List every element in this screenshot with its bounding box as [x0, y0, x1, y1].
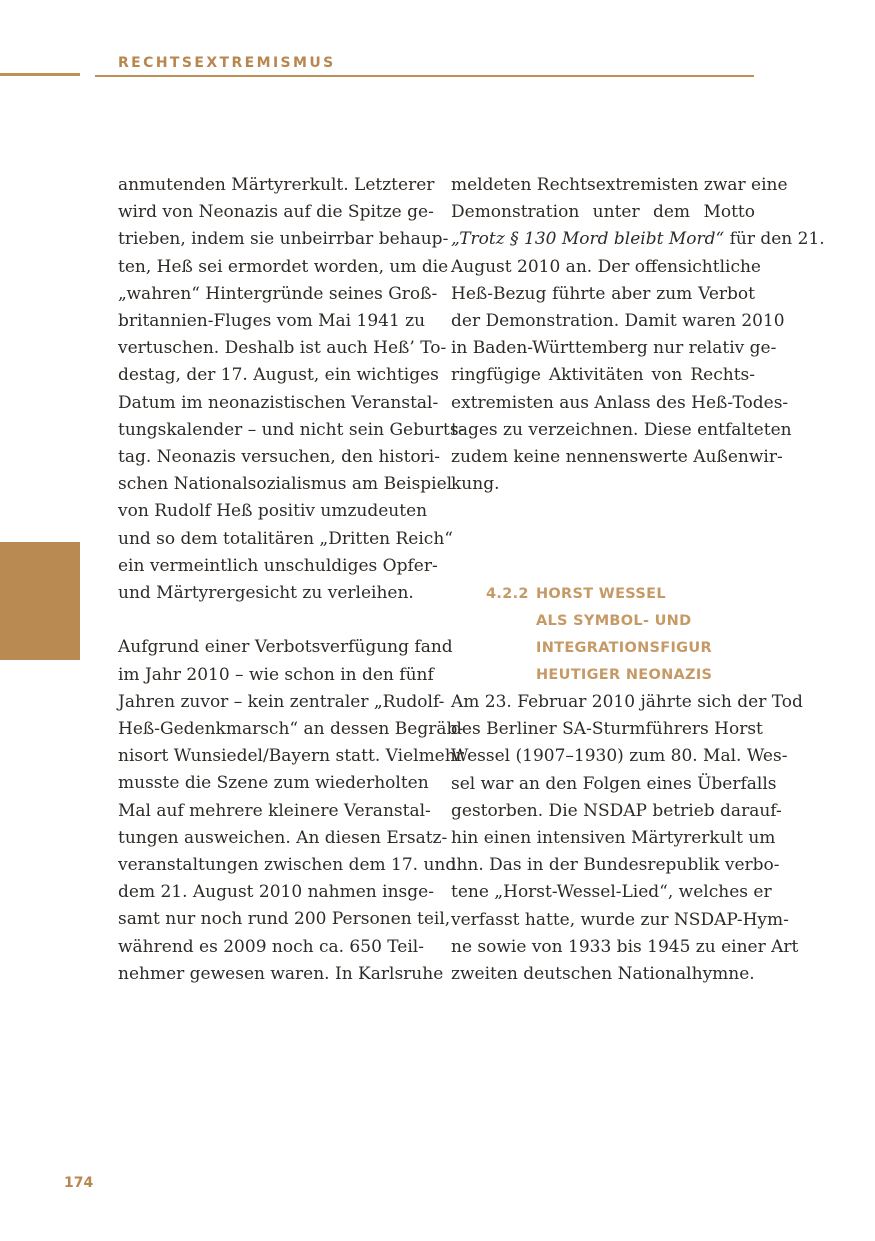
text-line: in Baden-Württemberg nur relativ ge-	[451, 338, 777, 359]
text-line: ein vermeintlich unschuldiges Opfer-	[118, 555, 438, 576]
text-line: der Demonstration. Damit waren 2010	[451, 311, 785, 332]
text-line: Mal auf mehrere kleinere Veranstal-	[118, 800, 431, 821]
text-line: samt nur noch rund 200 Personen teil,	[118, 909, 451, 930]
text-line: Wessel (1907–1930) zum 80. Mal. Wes-	[451, 746, 788, 767]
text-line: wird von Neonazis auf die Spitze ge-	[118, 202, 434, 223]
text-line: musste die Szene zum wiederholten	[118, 773, 429, 794]
text-line: meldeten Rechtsextremisten zwar eine	[451, 175, 788, 195]
chapter-thumb-tab	[0, 542, 80, 660]
text-line: zweiten deutschen Nationalhymne.	[451, 964, 755, 985]
text-line: gestorben. Die NSDAP betrieb darauf-	[451, 800, 782, 821]
motto-quote: „Trotz § 130 Mord bleibt Mord“	[451, 229, 725, 250]
text-line: trieben, indem sie unbeirrbar behaup-	[118, 229, 449, 250]
text-line: zudem keine nennenswerte Außenwir-	[451, 447, 783, 468]
text-line: „wahren“ Hintergründe seines Groß-	[118, 283, 438, 304]
text-line: hin einen intensiven Märtyrerkult um	[451, 828, 776, 849]
left-column	[118, 172, 465, 988]
text-line: ihn. Das in der Bundesrepublik verbo-	[451, 855, 780, 876]
text-line: des Berliner SA-Sturmführers Horst	[451, 719, 763, 740]
section-heading	[486, 581, 712, 689]
text-line: nisort Wunsiedel/Bayern statt. Vielmehr	[118, 746, 464, 767]
right-column-section-text	[451, 689, 803, 988]
paragraph-horst-wessel	[451, 689, 803, 988]
text-line: ne sowie von 1933 bis 1945 zu einer Art	[451, 936, 799, 957]
right-column	[451, 172, 825, 498]
text-line: von Rudolf Heß positiv umzudeuten	[118, 501, 428, 522]
paragraph-karlsruhe	[451, 172, 825, 498]
paragraph-hess-martyr-cult	[118, 172, 465, 607]
paragraph-gap	[118, 607, 422, 634]
text-line: nehmer gewesen waren. In Karlsruhe	[118, 963, 444, 984]
text-line: kung.	[451, 474, 500, 495]
text-line	[451, 226, 825, 253]
text-line: Datum im neonazistischen Veranstal-	[118, 392, 439, 413]
section-title-line: ALS SYMBOL- UND	[536, 613, 692, 629]
text-line: extremisten aus Anlass des Heß-Todes-	[451, 392, 789, 413]
text-line: ten, Heß sei ermordet worden, um die	[118, 256, 449, 277]
text-line: tene „Horst-Wessel-Lied“, welches er	[451, 882, 772, 903]
text-line: Aufgrund einer Verbotsverfügung fand	[118, 637, 453, 658]
text-line: ringfügige Aktivitäten von Rechts-	[451, 365, 755, 386]
text-line: Heß-Bezug führte aber zum Verbot	[451, 283, 755, 304]
text-fragment: für den 21.	[724, 229, 825, 250]
section-title-line: HEUTIGER NEONAZIS	[536, 667, 713, 683]
text-line: Jahren zuvor – kein zentraler „Rudolf-	[118, 691, 445, 712]
header-rule	[95, 75, 754, 77]
text-line: britannien-Fluges vom Mai 1941 zu	[118, 311, 426, 332]
running-title: RECHTSEXTREMISMUS	[118, 55, 336, 71]
text-line: veranstaltungen zwischen dem 17. und	[118, 855, 457, 876]
text-line: im Jahr 2010 – wie schon in den fünf	[118, 664, 434, 685]
text-line: verfasst hatte, wurde zur NSDAP-Hym-	[451, 909, 789, 930]
text-line: Am 23. Februar 2010 jährte sich der Tod	[451, 692, 803, 712]
paragraph-gedenkmarsch	[118, 634, 464, 988]
text-line: sel war an den Folgen eines Überfalls	[451, 773, 777, 794]
text-line: während es 2009 noch ca. 650 Teil-	[118, 936, 424, 957]
section-title-line: INTEGRATIONSFIGUR	[536, 640, 712, 656]
text-line: und Märtyrergesicht zu verleihen.	[118, 583, 414, 604]
text-line: August 2010 an. Der offensichtliche	[451, 256, 761, 277]
page-number: 174	[64, 1175, 94, 1191]
text-line: dem 21. August 2010 nahmen insge-	[118, 882, 434, 903]
text-line: tag. Neonazis versuchen, den histori-	[118, 447, 440, 468]
text-line: schen Nationalsozialismus am Beispiel	[118, 474, 453, 495]
text-line: tungen ausweichen. An diesen Ersatz-	[118, 827, 448, 848]
text-line: und so dem totalitären „Dritten Reich“	[118, 528, 453, 549]
text-line: Demonstration unter dem Motto	[451, 202, 755, 223]
text-line: vertuschen. Deshalb ist auch Heß’ To-	[118, 338, 447, 359]
section-title-line: HORST WESSEL	[536, 586, 666, 602]
text-line: anmutenden Märtyrerkult. Letzterer	[118, 175, 435, 195]
section-title	[536, 581, 712, 689]
header-rule-left	[0, 73, 80, 76]
text-line: tungskalender – und nicht sein Geburts-	[118, 419, 465, 440]
section-number: 4.2.2	[486, 586, 529, 602]
text-line: Heß-Gedenkmarsch“ an dessen Begräb-	[118, 719, 464, 740]
text-line: destag, der 17. August, ein wichtiges	[118, 365, 439, 386]
text-line: tages zu verzeichnen. Diese entfalteten	[451, 419, 792, 440]
